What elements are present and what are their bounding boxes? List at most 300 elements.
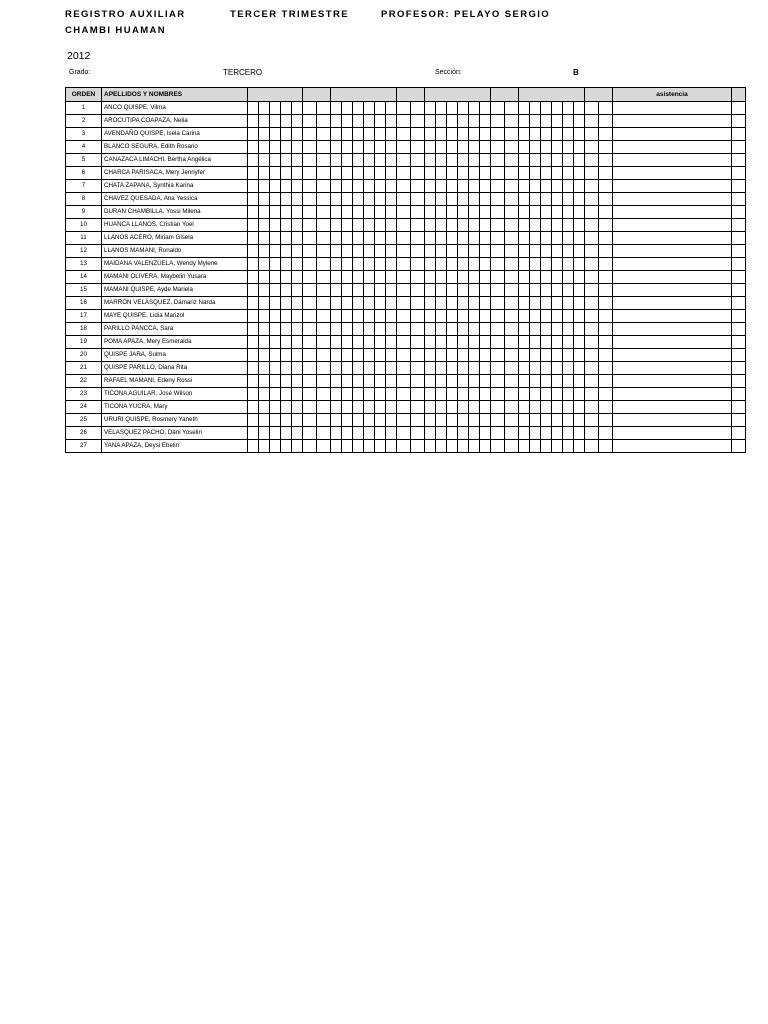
grade-cell (342, 427, 353, 440)
grade-cell (480, 219, 491, 232)
grade-cell (259, 219, 270, 232)
grade-cell (599, 440, 613, 453)
grade-cell (530, 154, 541, 167)
grade-cell (552, 440, 563, 453)
grade-cell (447, 349, 458, 362)
grade-cell (292, 297, 303, 310)
grade-cell (364, 401, 375, 414)
grade-cell (303, 401, 317, 414)
table-row (66, 323, 746, 336)
grade-cell (599, 336, 613, 349)
grade-cell (480, 167, 491, 180)
grade-cell (563, 284, 574, 297)
grade-cell (353, 427, 364, 440)
grade-cell (317, 154, 331, 167)
grade-cell (375, 258, 386, 271)
grade-cell (491, 284, 505, 297)
asistencia-cell (613, 219, 732, 232)
grade-cell (425, 258, 436, 271)
asistencia-cell (613, 271, 732, 284)
grade-cell (425, 232, 436, 245)
orden-cell: 1 (66, 102, 102, 115)
grade-cell (303, 102, 317, 115)
grade-cell (447, 388, 458, 401)
grade-cell (563, 232, 574, 245)
table-row (66, 297, 746, 310)
grade-cell (270, 349, 281, 362)
grade-cell (519, 219, 530, 232)
grade-cell (397, 219, 411, 232)
grade-cell (505, 219, 519, 232)
asistencia-cell (613, 427, 732, 440)
student-name-cell: MARRÓN VELÁSQUEZ, Dámariz Narda (102, 297, 248, 310)
grade-cell (248, 102, 259, 115)
grade-cell (425, 388, 436, 401)
grade-cell (342, 154, 353, 167)
grade-cell (585, 440, 599, 453)
grade-cell (292, 362, 303, 375)
grade-cell (541, 245, 552, 258)
grade-cell (317, 271, 331, 284)
grade-cell (552, 414, 563, 427)
student-name-cell: YANA APAZA, Deysi Ebelin (102, 440, 248, 453)
grado-label: Grado: (69, 69, 91, 76)
grade-cell (505, 427, 519, 440)
orden-cell: 25 (66, 414, 102, 427)
grade-cell (530, 193, 541, 206)
grade-cell (469, 219, 480, 232)
grade-cell (469, 336, 480, 349)
grade-cell (353, 440, 364, 453)
nombres-header: APELLIDOS Y NOMBRES (102, 88, 248, 102)
table-row (66, 310, 746, 323)
grade-cell (270, 102, 281, 115)
grade-cell (599, 102, 613, 115)
grade-cell (530, 427, 541, 440)
grade-cell (447, 206, 458, 219)
grade-cell (364, 323, 375, 336)
grade-cell (425, 336, 436, 349)
grade-cell (259, 401, 270, 414)
grade-cell (259, 375, 270, 388)
grade-cell (458, 193, 469, 206)
asistencia-cell (613, 193, 732, 206)
grade-cell (599, 193, 613, 206)
orden-cell: 6 (66, 167, 102, 180)
table-row (66, 219, 746, 232)
grade-cell (552, 206, 563, 219)
grade-cell (436, 323, 447, 336)
grade-cell (397, 180, 411, 193)
extra-cell (732, 219, 746, 232)
asistencia-header: asistencia (613, 88, 732, 102)
grade-cell (303, 414, 317, 427)
grade-cell (303, 219, 317, 232)
grade-cell (292, 414, 303, 427)
grade-cell (469, 349, 480, 362)
grade-cell (353, 284, 364, 297)
grade-cell (436, 401, 447, 414)
grade-cell (411, 336, 425, 349)
grade-cell (585, 310, 599, 323)
grade-cell (574, 258, 585, 271)
grade-cell (447, 362, 458, 375)
grade-cell (458, 349, 469, 362)
grade-cell (599, 362, 613, 375)
grade-cell (585, 297, 599, 310)
grade-cell (259, 232, 270, 245)
grade-cell (436, 310, 447, 323)
grade-cell (317, 258, 331, 271)
grade-cell (331, 271, 342, 284)
table-row (66, 271, 746, 284)
grade-cell (353, 362, 364, 375)
grade-cell (530, 336, 541, 349)
grade-cell (563, 154, 574, 167)
grade-cell (519, 128, 530, 141)
grade-cell (469, 115, 480, 128)
grade-cell (447, 102, 458, 115)
grade-cell (386, 154, 397, 167)
grade-cell (447, 258, 458, 271)
grade-cell (491, 336, 505, 349)
grade-cell (436, 245, 447, 258)
grade-cell (248, 141, 259, 154)
grade-cell (303, 232, 317, 245)
grade-cell (353, 401, 364, 414)
orden-cell: 15 (66, 284, 102, 297)
grade-cell (281, 219, 292, 232)
grade-cell (541, 115, 552, 128)
grade-cell (317, 206, 331, 219)
profesor-title: PROFESOR: PELAYO SERGIO (381, 9, 551, 20)
grade-cell (353, 349, 364, 362)
grade-cell (436, 232, 447, 245)
grade-cell (248, 219, 259, 232)
grade-cell (574, 115, 585, 128)
grade-cell (303, 284, 317, 297)
orden-cell: 11 (66, 232, 102, 245)
grade-cell (364, 388, 375, 401)
grade-cell (317, 375, 331, 388)
grade-cell (480, 310, 491, 323)
table-row (66, 349, 746, 362)
grade-cell (270, 271, 281, 284)
student-name-cell: AROCUTIPA COAPAZA, Nelia (102, 115, 248, 128)
grade-cell (270, 323, 281, 336)
grade-cell (397, 297, 411, 310)
grade-cell (599, 154, 613, 167)
grade-cell (281, 245, 292, 258)
grade-cell (469, 154, 480, 167)
grade-cell (375, 440, 386, 453)
grade-cell (292, 401, 303, 414)
grade-cell (480, 414, 491, 427)
orden-cell: 22 (66, 375, 102, 388)
grade-cell (480, 284, 491, 297)
grade-cell (436, 375, 447, 388)
grade-cell (574, 401, 585, 414)
asistencia-cell (613, 297, 732, 310)
grade-cell (331, 258, 342, 271)
table-row (66, 245, 746, 258)
extra-cell (732, 180, 746, 193)
grade-cell (585, 128, 599, 141)
grade-cell (491, 245, 505, 258)
grade-cell (397, 362, 411, 375)
grade-cell (411, 401, 425, 414)
grade-cell (292, 349, 303, 362)
grade-cell (480, 401, 491, 414)
asistencia-cell (613, 362, 732, 375)
grade-cell (425, 115, 436, 128)
grade-cell (599, 284, 613, 297)
student-name-cell: AVENDAÑO QUISPE, Isela Carina (102, 128, 248, 141)
grade-cell (530, 219, 541, 232)
grade-cell (585, 245, 599, 258)
grade-cell (519, 193, 530, 206)
grade-cell (292, 232, 303, 245)
grade-cell (364, 232, 375, 245)
grade-cell (505, 375, 519, 388)
asistencia-cell (613, 440, 732, 453)
grade-cell (505, 362, 519, 375)
asistencia-cell (613, 245, 732, 258)
asistencia-cell (613, 115, 732, 128)
grade-cell (292, 167, 303, 180)
grade-cell (552, 154, 563, 167)
grade-cell (397, 245, 411, 258)
grade-cell (505, 141, 519, 154)
grade-cell (342, 102, 353, 115)
grade-cell (342, 128, 353, 141)
orden-header: ORDEN (66, 88, 102, 102)
orden-cell: 20 (66, 349, 102, 362)
student-name-cell: BLANCO SEGURA, Edith Rosario (102, 141, 248, 154)
grade-cell (397, 232, 411, 245)
grade-cell (505, 388, 519, 401)
grade-cell (375, 349, 386, 362)
grade-cell (248, 232, 259, 245)
student-name-cell: MAMANI QUISPE, Ayde Mariela (102, 284, 248, 297)
grade-cell (411, 245, 425, 258)
grade-cell (411, 128, 425, 141)
grade-cell (585, 193, 599, 206)
asistencia-cell (613, 232, 732, 245)
grade-cell (248, 128, 259, 141)
grade-cell (469, 167, 480, 180)
orden-cell: 19 (66, 336, 102, 349)
grade-cell (248, 375, 259, 388)
grade-cell (270, 310, 281, 323)
grade-cell (480, 388, 491, 401)
grade-cell (397, 167, 411, 180)
grade-cell (317, 141, 331, 154)
grade-cell (342, 414, 353, 427)
grade-cell (342, 349, 353, 362)
grade-cell (436, 427, 447, 440)
grade-cell (317, 232, 331, 245)
grade-cell (375, 297, 386, 310)
asistencia-cell (613, 349, 732, 362)
grade-cell (447, 414, 458, 427)
grade-cell (505, 336, 519, 349)
grade-cell (259, 141, 270, 154)
grade-cell (425, 284, 436, 297)
grade-cell (331, 245, 342, 258)
grade-cell (259, 154, 270, 167)
grade-cell (331, 310, 342, 323)
student-name-cell: LLANOS ACERO, Miriam Gisela (102, 232, 248, 245)
table-row (66, 362, 746, 375)
student-name-cell: MAYE QUISPE, Lidia Marizol (102, 310, 248, 323)
grade-cell (519, 258, 530, 271)
grade-cell (397, 284, 411, 297)
grade-cell (259, 349, 270, 362)
grade-cell (281, 388, 292, 401)
grade-cell (386, 375, 397, 388)
grade-cell (491, 115, 505, 128)
grade-cell (436, 258, 447, 271)
grade-cell (447, 245, 458, 258)
grade-cell (563, 336, 574, 349)
grade-cell (292, 154, 303, 167)
student-name-cell: PARILLO PANCCA, Sara (102, 323, 248, 336)
student-name-cell: QUISPE PARILLO, Diana Rita (102, 362, 248, 375)
seccion-value: B (573, 68, 579, 77)
grade-cell (505, 180, 519, 193)
grade-cell (563, 388, 574, 401)
grade-cell (436, 388, 447, 401)
grade-cell (563, 362, 574, 375)
grade-cell (563, 440, 574, 453)
grade-cell (469, 232, 480, 245)
grade-cell (491, 180, 505, 193)
grade-cell (447, 401, 458, 414)
grade-cell (317, 440, 331, 453)
grade-cell (469, 362, 480, 375)
grade-cell (552, 141, 563, 154)
grade-cell (541, 349, 552, 362)
grade-cell (375, 128, 386, 141)
grade-cell (375, 232, 386, 245)
grade-cell (259, 206, 270, 219)
grade-cell (425, 193, 436, 206)
grade-cell (425, 206, 436, 219)
grade-cell (317, 167, 331, 180)
grade-cell (458, 245, 469, 258)
grade-cell (364, 375, 375, 388)
grade-cell (552, 128, 563, 141)
orden-cell: 13 (66, 258, 102, 271)
grade-cell (411, 154, 425, 167)
extra-cell (732, 284, 746, 297)
grade-cell (397, 336, 411, 349)
grade-cell (505, 206, 519, 219)
student-name-cell: POMA APAZA, Mery Esmeralda (102, 336, 248, 349)
grade-cell (397, 310, 411, 323)
grade-cell (303, 349, 317, 362)
grade-cell (585, 232, 599, 245)
grade-cell (353, 128, 364, 141)
grade-cell (552, 401, 563, 414)
grade-cell (563, 128, 574, 141)
grade-cell (519, 297, 530, 310)
table-row (66, 180, 746, 193)
grade-group-header (397, 88, 425, 102)
extra-cell (732, 232, 746, 245)
grade-cell (574, 180, 585, 193)
grade-cell (480, 427, 491, 440)
grade-cell (281, 414, 292, 427)
grade-cell (541, 271, 552, 284)
grade-cell (491, 141, 505, 154)
grade-cell (574, 414, 585, 427)
grade-cell (292, 180, 303, 193)
grade-cell (386, 180, 397, 193)
grade-cell (331, 193, 342, 206)
grade-group-header (519, 88, 585, 102)
grade-cell (375, 362, 386, 375)
grade-cell (563, 414, 574, 427)
grade-cell (458, 336, 469, 349)
grade-cell (411, 349, 425, 362)
grade-cell (541, 258, 552, 271)
grade-cell (469, 375, 480, 388)
grade-cell (375, 323, 386, 336)
grade-cell (259, 440, 270, 453)
grade-cell (397, 388, 411, 401)
grade-cell (270, 362, 281, 375)
grade-cell (552, 115, 563, 128)
asistencia-cell (613, 206, 732, 219)
grade-cell (342, 310, 353, 323)
grade-cell (248, 349, 259, 362)
extra-cell (732, 375, 746, 388)
grade-cell (480, 271, 491, 284)
grade-cell (541, 128, 552, 141)
grade-cell (397, 440, 411, 453)
grade-cell (292, 115, 303, 128)
grade-cell (458, 362, 469, 375)
grade-cell (292, 141, 303, 154)
grade-cell (375, 427, 386, 440)
grade-cell (552, 232, 563, 245)
grade-cell (342, 388, 353, 401)
grade-cell (458, 232, 469, 245)
grade-cell (585, 102, 599, 115)
grade-cell (303, 310, 317, 323)
grade-cell (541, 310, 552, 323)
grade-cell (331, 440, 342, 453)
grade-cell (353, 414, 364, 427)
grade-cell (411, 167, 425, 180)
grade-cell (505, 167, 519, 180)
grade-cell (411, 258, 425, 271)
grade-cell (480, 232, 491, 245)
grade-cell (342, 401, 353, 414)
grade-cell (270, 401, 281, 414)
grade-cell (541, 154, 552, 167)
grade-cell (530, 362, 541, 375)
extra-cell (732, 167, 746, 180)
grade-group-header (331, 88, 397, 102)
grade-cell (541, 297, 552, 310)
student-name-cell: CHAVEZ QUESADA, Ana Yessica (102, 193, 248, 206)
grade-cell (530, 414, 541, 427)
grade-cell (342, 193, 353, 206)
grade-cell (599, 180, 613, 193)
